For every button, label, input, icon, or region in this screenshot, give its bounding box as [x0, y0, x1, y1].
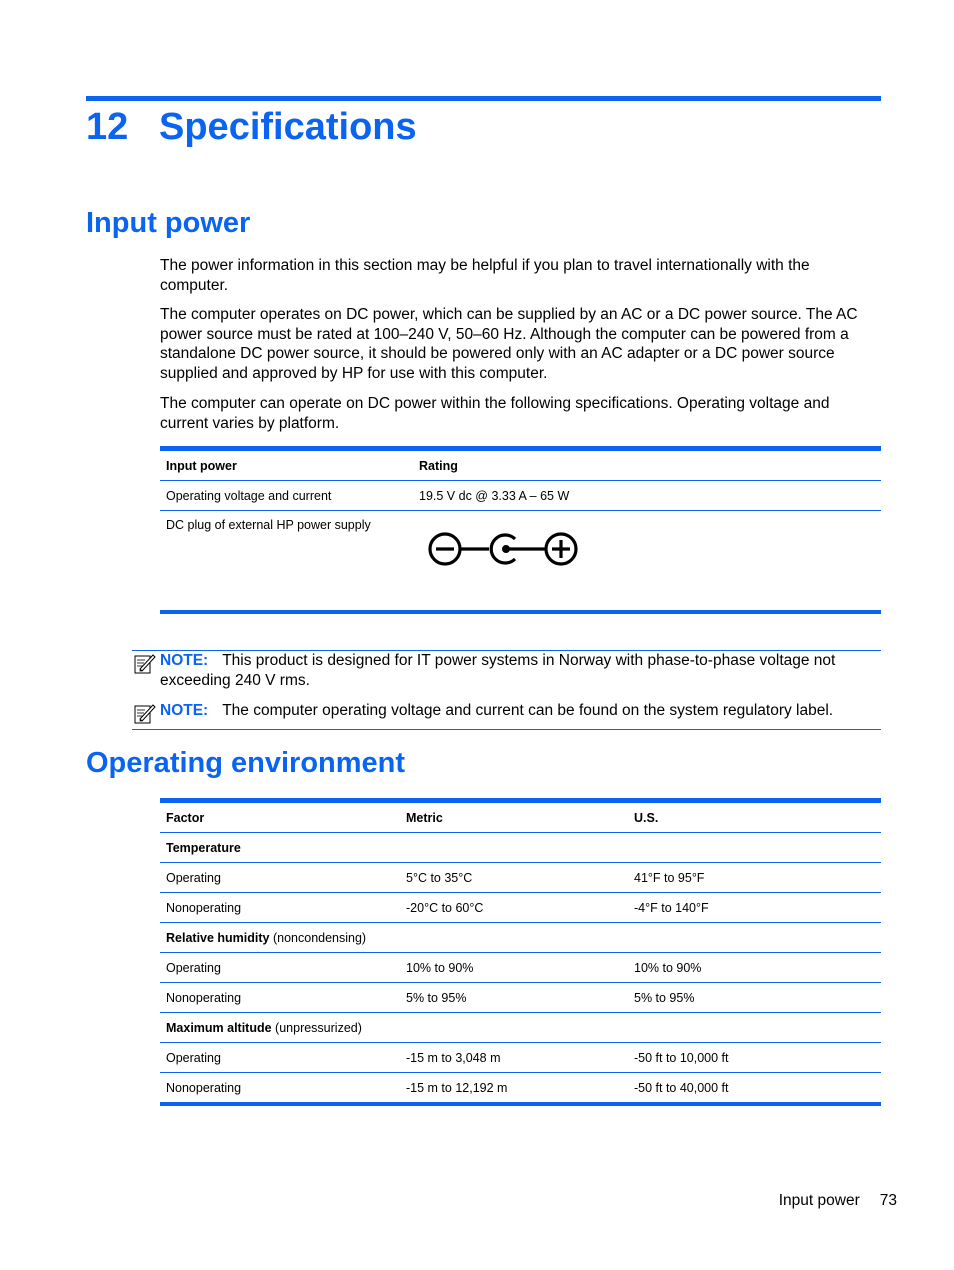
- notes-block: [132, 650, 881, 730]
- table-cell: [160, 1013, 881, 1043]
- note-label: NOTE:: [160, 702, 209, 720]
- table-cell: 41°F to 95°F: [628, 863, 881, 893]
- page-number: 73: [879, 1192, 897, 1209]
- table-cell: 5% to 95%: [400, 983, 628, 1013]
- table-row: [160, 983, 881, 1013]
- table-cell: -50 ft to 40,000 ft: [628, 1073, 881, 1105]
- note: [132, 701, 881, 721]
- paragraph: The computer can operate on DC power within the following specifications. Operating voltage and current varies by platform.: [160, 395, 830, 432]
- table-row: [160, 893, 881, 923]
- table-cell: 5°C to 35°C: [400, 863, 628, 893]
- table-cell: [160, 923, 881, 953]
- note-text: This product is designed for IT power systems in Norway with phase-to-phase voltage not exceeding 240 V rms.: [160, 652, 836, 689]
- chapter-name: Specifications: [159, 106, 417, 148]
- column-header: Factor: [160, 801, 400, 833]
- page-footer: [700, 1192, 897, 1210]
- table-cell: -4°F to 140°F: [628, 893, 881, 923]
- table-cell: Operating voltage and current: [160, 481, 413, 511]
- column-header: Input power: [160, 449, 413, 481]
- table-row: [160, 1043, 881, 1073]
- section-title-operating-environment: Operating environment: [86, 747, 406, 779]
- table-cell: Operating: [160, 863, 400, 893]
- table-cell: -20°C to 60°C: [400, 893, 628, 923]
- column-header: Metric: [400, 801, 628, 833]
- group-name: Relative humidity: [166, 930, 270, 945]
- paragraph: The computer operates on DC power, which can be supplied by an AC or a DC power source. The AC power source must be rated at 100–240 V, 50–60 Hz. Although the computer can be powered from a standalone DC power source, it should be powered only with an AC adapter or a DC power source supplied and approved by HP for use with this computer.: [160, 306, 858, 382]
- column-header: U.S.: [628, 801, 881, 833]
- table-row: [160, 953, 881, 983]
- table-cell: -15 m to 3,048 m: [400, 1043, 628, 1073]
- note: [132, 651, 881, 690]
- table-group-row: [160, 923, 881, 953]
- footer-section-name: Input power: [778, 1192, 860, 1209]
- table-row: [160, 1073, 881, 1105]
- operating-environment-table: [160, 798, 881, 1106]
- group-qualifier: (noncondensing): [269, 930, 367, 945]
- table-cell: 19.5 V dc @ 3.33 A – 65 W: [413, 481, 881, 511]
- table-cell: -15 m to 12,192 m: [400, 1073, 628, 1105]
- table-row: [160, 511, 881, 613]
- chapter-number: 12: [86, 106, 129, 148]
- plug-symbol-cell: [413, 511, 881, 613]
- table-header-row: [160, 801, 881, 833]
- table-group-row: [160, 1013, 881, 1043]
- dc-plug-polarity-symbol-icon: [427, 530, 579, 568]
- table-cell: 10% to 90%: [400, 953, 628, 983]
- table-cell: Nonoperating: [160, 893, 400, 923]
- table-row: [160, 481, 881, 511]
- chapter-rule: [86, 96, 881, 101]
- group-qualifier: (unpressurized): [271, 1020, 362, 1035]
- table-cell: Nonoperating: [160, 1073, 400, 1105]
- group-name: Maximum altitude: [166, 1020, 272, 1035]
- table-row: [160, 863, 881, 893]
- paragraph: The power information in this section may be helpful if you plan to travel internationally with the computer.: [160, 257, 810, 294]
- column-header: Rating: [413, 449, 881, 481]
- table-header-row: [160, 449, 881, 481]
- note-pencil-icon: [134, 652, 156, 674]
- chapter-title: [86, 106, 417, 149]
- table-cell: -50 ft to 10,000 ft: [628, 1043, 881, 1073]
- input-power-table: [160, 446, 881, 614]
- group-name: Temperature: [166, 840, 241, 855]
- table-cell: Nonoperating: [160, 983, 400, 1013]
- note-text: The computer operating voltage and current can be found on the system regulatory label.: [222, 702, 834, 720]
- table-cell: 5% to 95%: [628, 983, 881, 1013]
- table-cell: DC plug of external HP power supply: [160, 511, 413, 613]
- table-cell: Operating: [160, 953, 400, 983]
- table-cell: 10% to 90%: [628, 953, 881, 983]
- note-label: NOTE:: [160, 652, 209, 669]
- table-group-row: [160, 833, 881, 863]
- note-pencil-icon: [134, 702, 156, 724]
- table-cell: [160, 833, 881, 863]
- table-cell: Operating: [160, 1043, 400, 1073]
- section-title-input-power: Input power: [86, 207, 251, 239]
